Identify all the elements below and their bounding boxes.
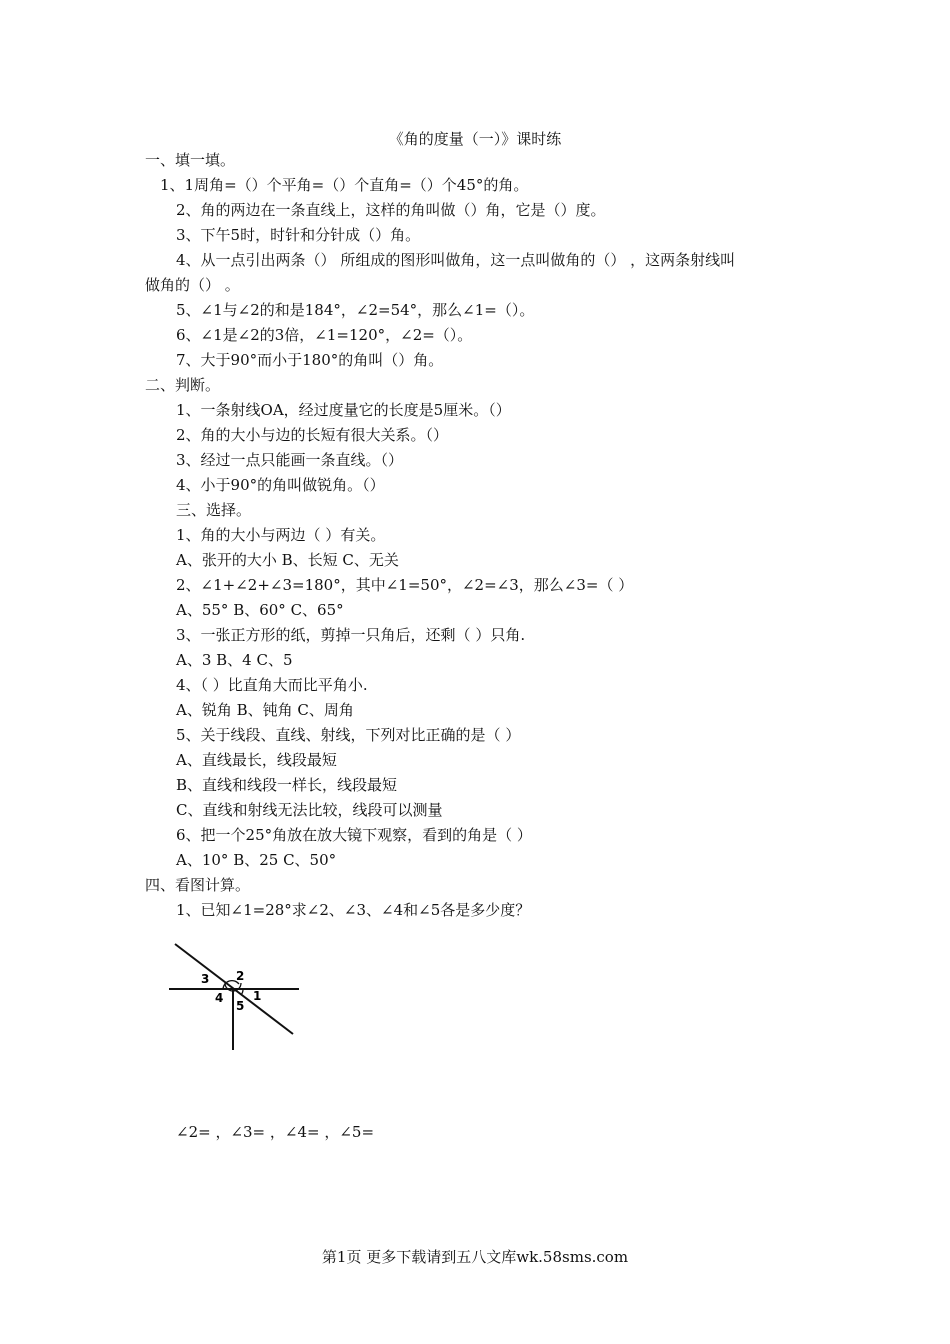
answer-option: A、直线最长，线段最短 xyxy=(176,751,337,769)
section-heading-fill-in: 一、填一填。 xyxy=(145,151,236,169)
question-item: 3、下午5时，时针和分针成（）角。 xyxy=(176,226,421,244)
question-item: 3、一张正方形的纸，剪掉一只角后，还剩（ ）只角. xyxy=(176,626,526,644)
angle-label-4: 4 xyxy=(215,991,224,1005)
question-item-continued: 做角的（） 。 xyxy=(145,276,240,294)
angle-label-1: 1 xyxy=(253,989,262,1003)
question-item: 3、经过一点只能画一条直线。（） xyxy=(176,451,404,469)
question-item: 5、∠1与∠2的和是184°，∠2=54°，那么∠1=（）。 xyxy=(176,301,535,319)
question-item: 7、大于90°而小于180°的角叫（）角。 xyxy=(176,351,444,369)
question-item: 2、角的两边在一条直线上，这样的角叫做（）角，它是（）度。 xyxy=(176,201,606,219)
question-item: 1、一条射线OA，经过度量它的长度是5厘米。（） xyxy=(176,401,511,419)
page-footer: 第1页 更多下载请到五八文库wk.58sms.com xyxy=(321,1248,629,1266)
question-item: 1、角的大小与两边（ ）有关。 xyxy=(176,526,386,544)
question-item: 2、角的大小与边的长短有很大关系。（） xyxy=(176,426,449,444)
question-item: 6、把一个25°角放在放大镜下观察，看到的角是（ ） xyxy=(176,826,532,844)
answer-option: C、直线和射线无法比较，线段可以测量 xyxy=(176,801,443,819)
question-item: 4、从一点引出两条（） 所组成的图形叫做角，这一点叫做角的（） ，这两条射线叫 xyxy=(176,251,736,269)
answer-options: A、55° B、60° C、65° xyxy=(176,601,344,619)
angle-figure xyxy=(165,938,305,1054)
answer-options: A、10° B、25 C、50° xyxy=(176,851,337,869)
answer-line: ∠2= ，∠3= ，∠4= ，∠5= xyxy=(176,1123,375,1141)
section-heading-calculate: 四、看图计算。 xyxy=(145,876,251,894)
angle-label-5: 5 xyxy=(236,999,245,1013)
question-item: 2、∠1+∠2+∠3=180°，其中∠1=50°，∠2=∠3，那么∠3=（ ） xyxy=(176,576,634,594)
answer-options: A、锐角 B、钝角 C、周角 xyxy=(176,701,354,719)
question-item: 4、（ ）比直角大而比平角小. xyxy=(176,676,368,694)
question-item: 5、关于线段、直线、射线，下列对比正确的是（ ） xyxy=(176,726,521,744)
section-heading-choice: 三、选择。 xyxy=(176,501,252,519)
question-item: 4、小于90°的角叫做锐角。（） xyxy=(176,476,385,494)
answer-option: B、直线和线段一样长，线段最短 xyxy=(176,776,398,794)
angle-label-2: 2 xyxy=(236,969,245,983)
angle-label-3: 3 xyxy=(201,972,210,986)
question-item: 1、1周角=（）个平角=（）个直角=（）个45°的角。 xyxy=(160,176,529,194)
question-item: 1、已知∠1=28°求∠2、∠3、∠4和∠5各是多少度？ xyxy=(176,901,531,919)
answer-options: A、张开的大小 B、长短 C、无关 xyxy=(176,551,399,569)
answer-options: A、3 B、4 C、5 xyxy=(176,651,293,669)
question-item: 6、∠1是∠2的3倍，∠1=120°，∠2=（）。 xyxy=(176,326,473,344)
section-heading-judge: 二、判断。 xyxy=(145,376,221,394)
document-title: 《角的度量（一）》课时练 xyxy=(388,130,562,148)
